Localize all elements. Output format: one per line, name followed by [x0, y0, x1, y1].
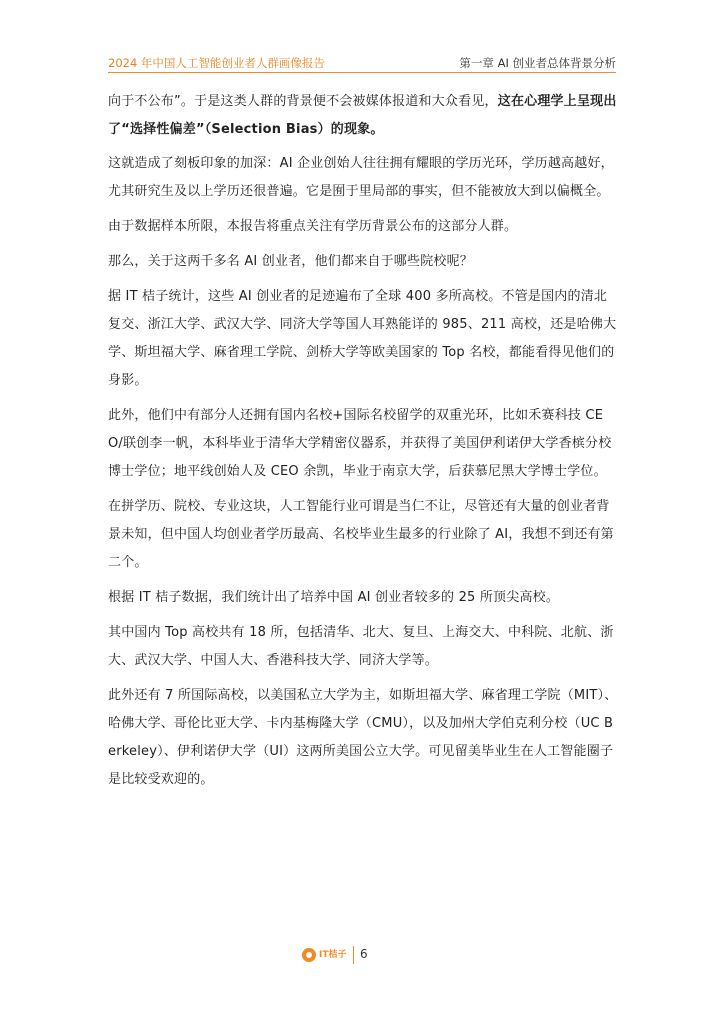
header-divider	[108, 72, 616, 73]
footer-divider	[353, 946, 354, 964]
paragraph: 在拼学历、院校、专业这块，人工智能行业可谓是当仁不让，尽管还有大量的创业者背景未知，但中国人均创业者学历最高、名校毕业生最多的行业除了 AI，我想不到还有第二个。	[108, 499, 614, 570]
paragraph: 据 IT 桔子统计，这些 AI 创业者的足迹遍布了全球 400 多所高校。不管是国内的清北复交、浙江大学、武汉大学、同济大学等国人耳熟能详的 985、211 高校，还是哈佛大学、斯坦福大学、麻省理工学院、剑桥大学等欧美国家的 Top 名校，都能看得见他们的身影。	[108, 289, 617, 388]
logo-text: IT桔子	[319, 950, 347, 960]
paragraph	[108, 88, 618, 144]
body-text	[108, 88, 618, 801]
page-footer	[0, 944, 724, 968]
paragraph: 这就造成了刻板印象的加深：AI 企业创始人往往拥有耀眼的学历光环，学历越高越好，尤其研究生及以上学历还很普遍。它是囿于里局部的事实，但不能被放大到以偏概全。	[108, 156, 614, 199]
paragraph: 根据 IT 桔子数据，我们统计出了培养中国 AI 创业者较多的 25 所顶尖高校。	[108, 590, 560, 605]
report-title: 2024 年中国人工智能创业者人群画像报告	[108, 56, 325, 70]
paragraph: 此外还有 7 所国际高校，以美国私立大学为主，如斯坦福大学、麻省理工学院（MIT）、哈佛大学、哥伦比亚大学、卡内基梅隆大学（CMU），以及加州大学伯克利分校（UC Berkeley）、伊利诺伊大学（UI）这两所美国公立大学。可见留美毕业生在人工智能圈子是比较受欢迎的。	[108, 688, 618, 787]
paragraph: 其中国内 Top 高校共有 18 所，包括清华、北大、复旦、上海交大、中科院、北航、浙大、武汉大学、中国人大、香港科技大学、同济大学等。	[108, 625, 614, 668]
logo-icon	[302, 948, 316, 962]
page-number: 6	[360, 947, 368, 961]
paragraph: 由于数据样本所限，本报告将重点关注有学历背景公布的这部分人群。	[108, 219, 518, 234]
chapter-title: 第一章 AI 创业者总体背景分析	[459, 56, 616, 70]
itjuzi-logo	[302, 946, 350, 966]
paragraph-text: 向于不公布”。于是这类人群的背景便不会被媒体报道和大众看见，	[108, 94, 498, 109]
page-header	[108, 52, 616, 72]
paragraph: 此外，他们中有部分人还拥有国内名校+国际名校留学的双重光环，比如禾赛科技 CEO/联创李一帆，本科毕业于清华大学精密仪器系，并获得了美国伊利诺伊大学香槟分校博士学位；地平线创始人及 CEO 余凯，毕业于南京大学，后获慕尼黑大学博士学位。	[108, 408, 612, 479]
emphasis-text: 这在心理学上呈现出了“选择性偏差”（Selection Bias）的现象。	[108, 94, 617, 137]
paragraph: 那么，关于这两千多名 AI 创业者，他们都来自于哪些院校呢？	[108, 254, 473, 269]
